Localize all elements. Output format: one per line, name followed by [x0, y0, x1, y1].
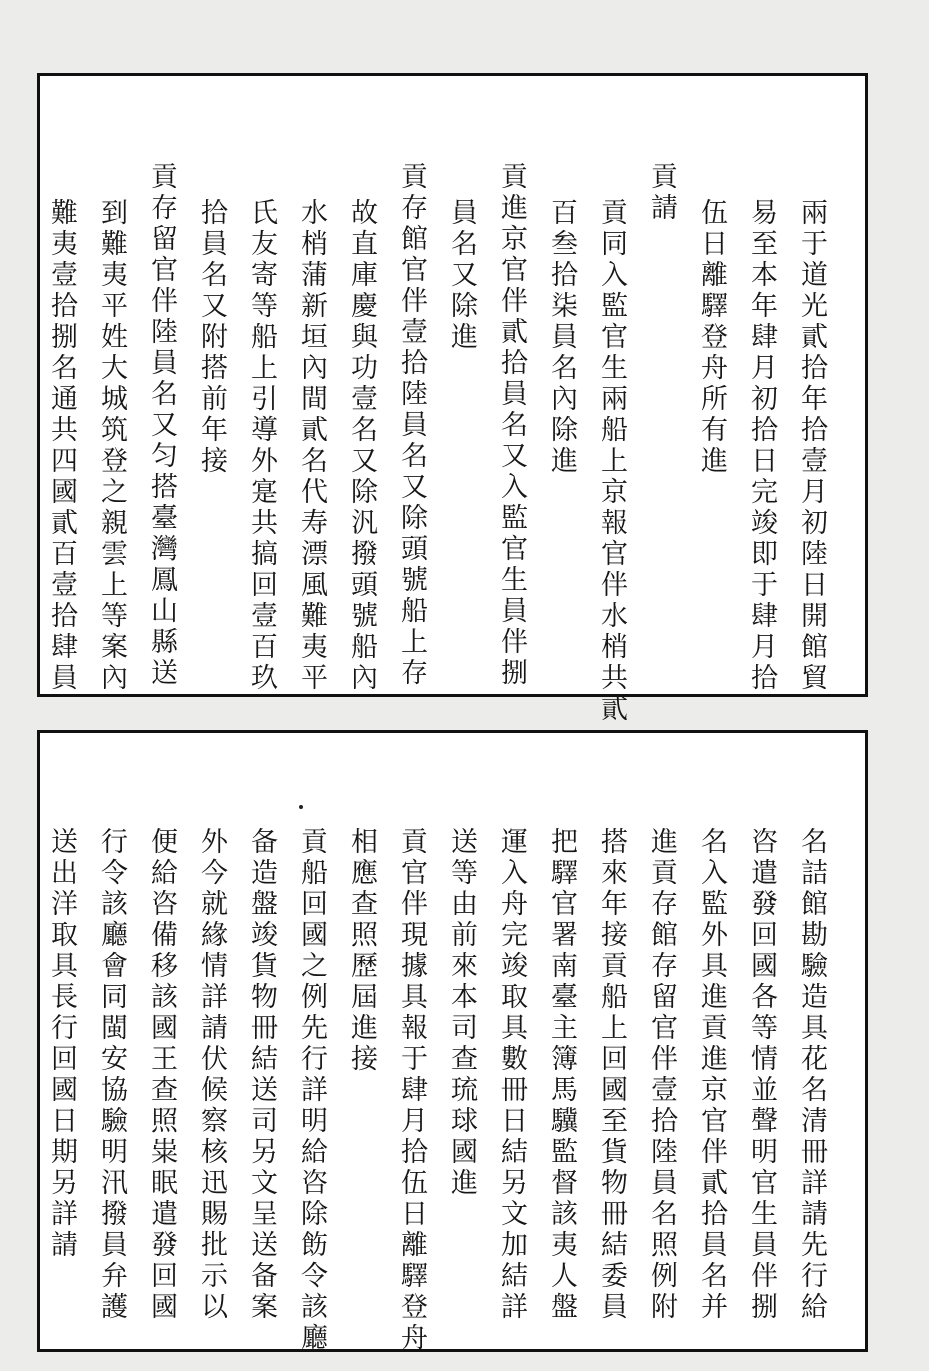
text-column: 貢存留官伴陸員名又匀搭臺灣鳳山縣送 [146, 162, 177, 689]
text-column: 送等由前來本司查琉球國進 [446, 827, 477, 1199]
text-column: 咨遣發回國各等情並聲明官生員伴捌 [746, 827, 777, 1323]
text-column: 便給咨備移該國王查照粜眠遣發回國 [146, 827, 177, 1323]
text-column: 貢進京官伴貳拾員名又入監官生員伴捌 [496, 162, 527, 689]
text-column: 外今就緣情詳請伏候察核迅賜批示以 [196, 827, 227, 1323]
text-column: 進貢存館存留官伴壹拾陸員名照例附 [646, 827, 677, 1323]
text-column: 拾員名又附搭前年接 [196, 198, 227, 477]
bottom-text-panel [37, 730, 868, 1352]
text-column: 把驛官署南臺主簿馬驥監督該夷人盤 [546, 827, 577, 1323]
text-column: 备造盤竣貨物冊結送司另文呈送备案 [246, 827, 277, 1323]
top-text-panel [37, 73, 868, 725]
text-column: 貢官伴現據具報于肆月拾伍日離驛登舟 [396, 827, 427, 1354]
text-column: 兩于道光貳拾年拾壹月初陸日開館貿 [796, 198, 827, 694]
text-column: 送出洋取具長行回國日期另詳請 [46, 827, 77, 1261]
text-column: 百叁拾柒員名內除進 [546, 198, 577, 477]
text-column: 員名又除進 [446, 198, 477, 353]
text-column: 運入舟完竣取具數冊日結另文加結詳 [496, 827, 527, 1323]
text-column: 水梢蒲新垣內間貳名代寿漂風難夷平 [296, 198, 327, 694]
text-column: 故直庫慶與功壹名又除汎撥頭號船內 [346, 198, 377, 694]
text-column: 搭來年接貢船上回國至貨物冊結委員 [596, 827, 627, 1323]
text-column: 貢請 [646, 162, 677, 224]
text-column: 難夷壹拾捌名通共四國貳百壹拾肆員 [46, 198, 77, 694]
text-column: 名入監外具進貢進京官伴貳拾員名并 [696, 827, 727, 1323]
text-column: 易至本年肆月初拾日完竣即于肆月拾 [746, 198, 777, 694]
ink-dot [299, 805, 303, 809]
text-column: 到難夷平姓大城筑登之親雲上等案內 [96, 198, 127, 694]
text-column: 貢同入監官生兩船上京報官伴水梢共貳 [596, 198, 627, 725]
text-column: 貢存館官伴壹拾陸員名又除頭號船上存 [396, 162, 427, 689]
text-column: 伍日離驛登舟所有進 [696, 198, 727, 477]
text-column: 行令該廳會同閩安協驗明汛撥員弁護 [96, 827, 127, 1323]
text-column: 名詰館勘驗造具花名清冊詳請先行給 [796, 827, 827, 1323]
text-column: 相應查照歷屆進接 [346, 827, 377, 1075]
text-column: 貢船回國之例先行詳明給咨除飭令該廳 [296, 827, 327, 1354]
text-column: 氏友寄等船上引導外寔共搞回壹百玖 [246, 198, 277, 694]
